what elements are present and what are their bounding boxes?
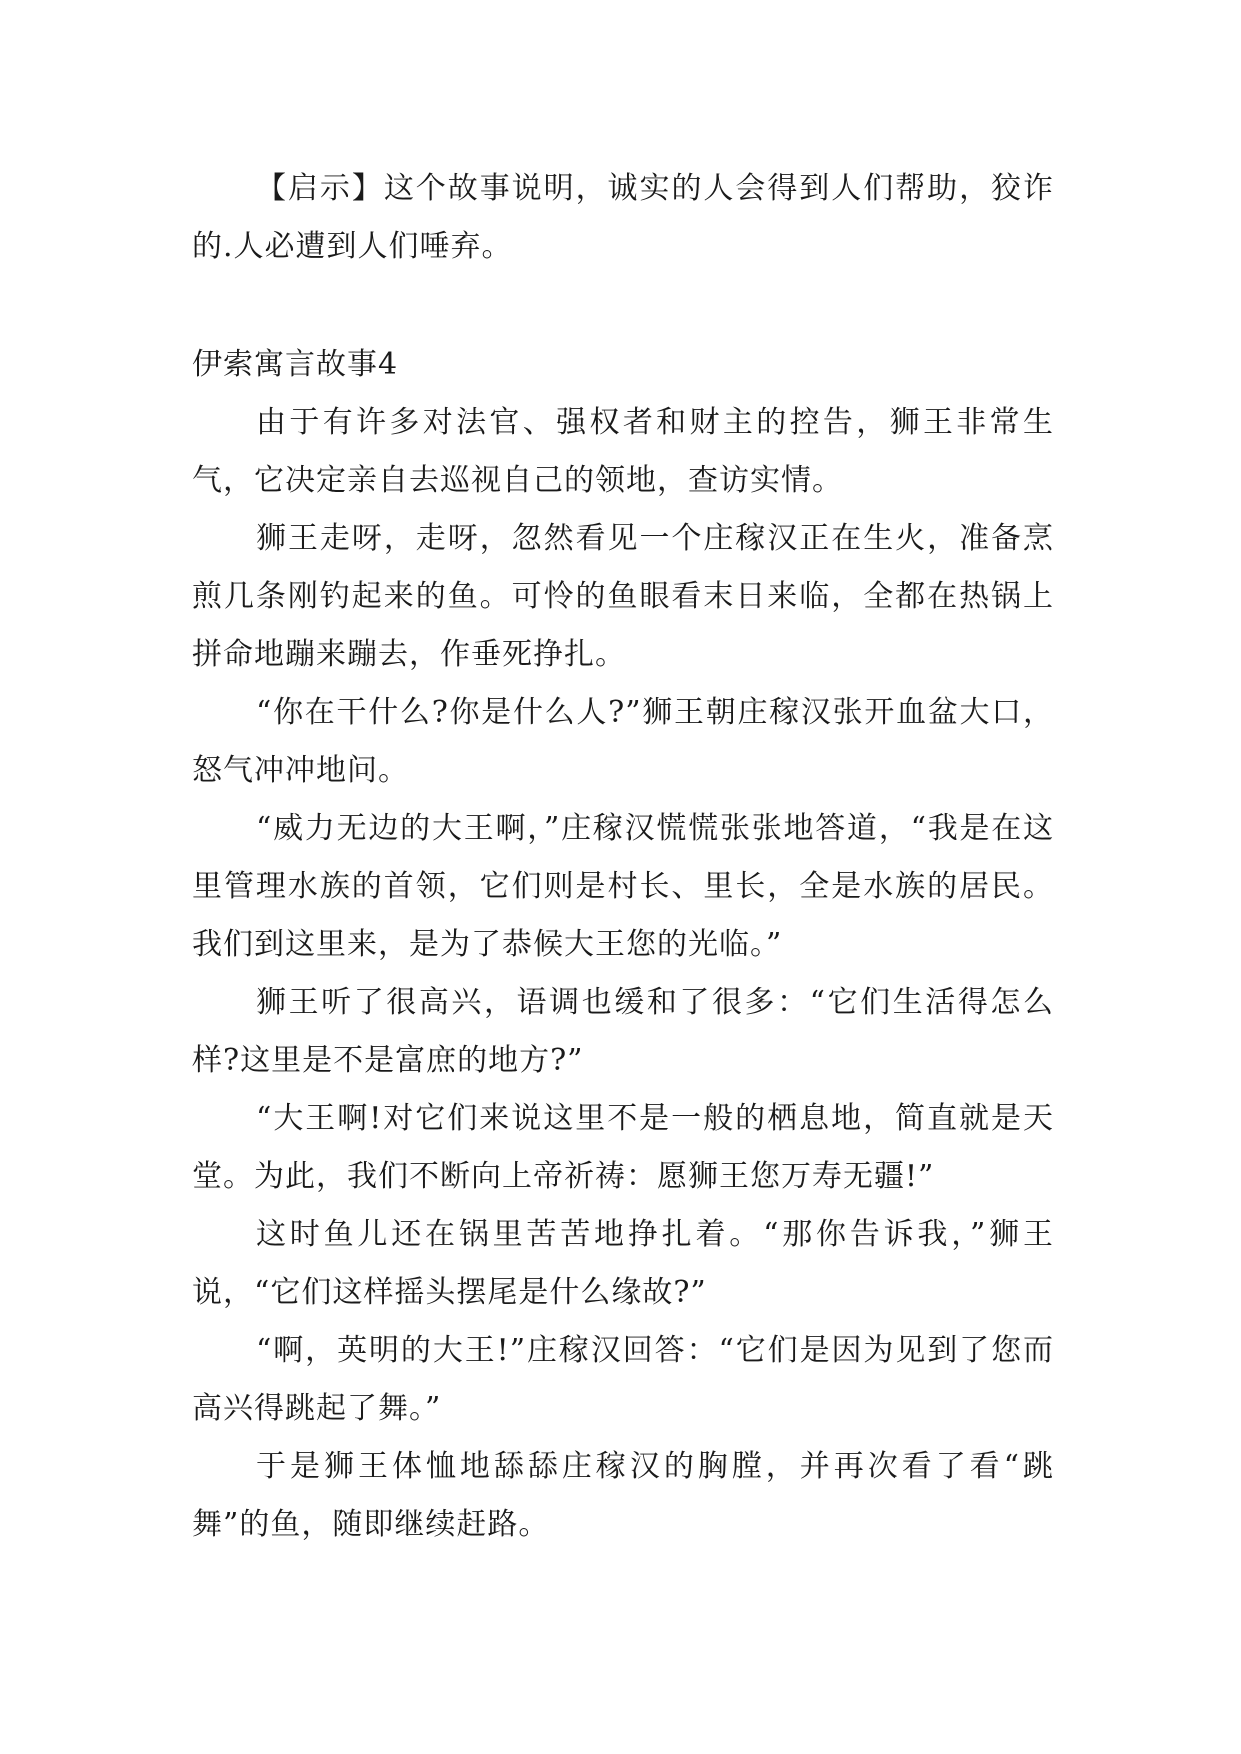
paragraph: 狮王听了很高兴，语调也缓和了很多：“它们生活得怎么样?这里是不是富庶的地方?”	[192, 985, 1054, 1078]
paragraph: “大王啊!对它们来说这里不是一般的栖息地，简直就是天堂。为此，我们不断向上帝祈祷：愿狮王您万寿无疆!”	[192, 1101, 1054, 1194]
paragraph: 这时鱼儿还在锅里苦苦地挣扎着。“那你告诉我，”狮王说，“它们这样摇头摆尾是什么缘故?”	[192, 1217, 1054, 1310]
document-body	[192, 160, 1054, 1554]
paragraph: “啊，英明的大王!”庄稼汉回答：“它们是因为见到了您而高兴得跳起了舞。”	[192, 1333, 1054, 1426]
section-title: 伊索寓言故事4	[192, 347, 399, 382]
paragraph: “你在干什么?你是什么人?”狮王朝庄稼汉张开血盆大口，怒气冲冲地问。	[192, 695, 1054, 788]
paragraph: 狮王走呀，走呀，忽然看见一个庄稼汉正在生火，准备烹煎几条刚钓起来的鱼。可怜的鱼眼看末日来临，全都在热锅上拼命地蹦来蹦去，作垂死挣扎。	[192, 521, 1054, 672]
paragraph: “威力无边的大王啊，”庄稼汉慌慌张张地答道，“我是在这里管理水族的首领，它们则是村长、里长，全是水族的居民。我们到这里来，是为了恭候大王您的光临。”	[192, 811, 1054, 962]
paragraph: 由于有许多对法官、强权者和财主的控告，狮王非常生气，它决定亲自去巡视自己的领地，查访实情。	[192, 405, 1054, 498]
paragraph: 于是狮王体恤地舔舔庄稼汉的胸膛，并再次看了看“跳舞”的鱼，随即继续赶路。	[192, 1449, 1054, 1542]
intro-paragraph: 【启示】这个故事说明，诚实的人会得到人们帮助，狡诈的.人必遭到人们唾弃。	[192, 171, 1054, 264]
